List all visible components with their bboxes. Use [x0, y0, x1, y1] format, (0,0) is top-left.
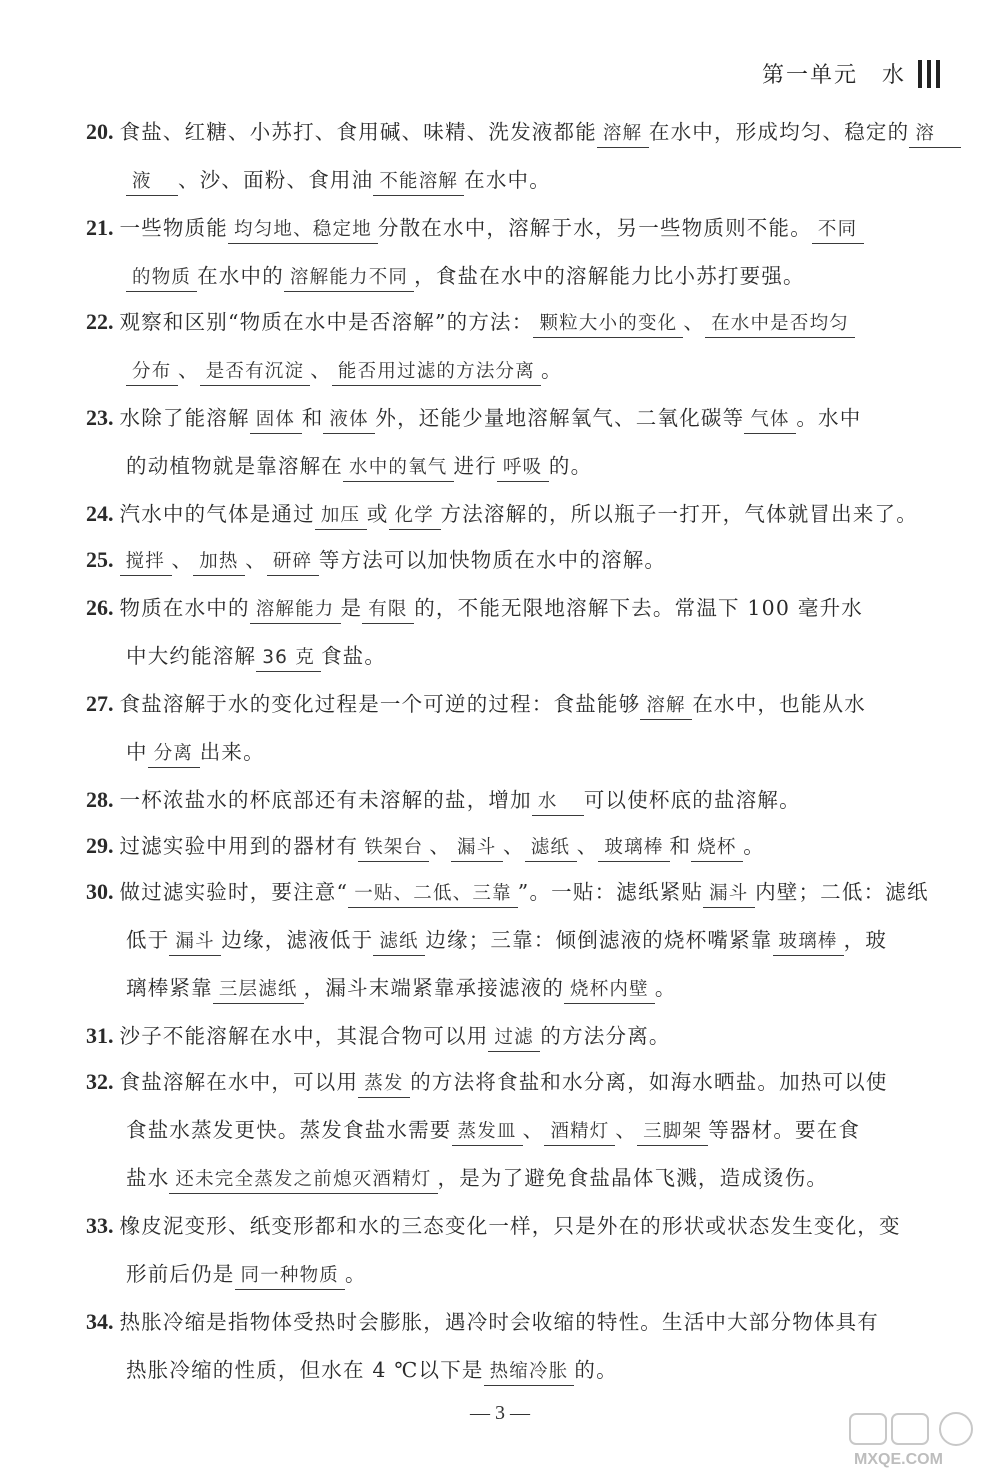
question-item [86, 680, 956, 776]
question-text: 在水中，也能从水 [692, 692, 866, 716]
answer-blank: 在水中是否均匀 [705, 311, 855, 338]
question-text: ，玻 [843, 928, 888, 952]
answer-blank: 搅拌 [120, 549, 172, 576]
question-text: 食盐水蒸发更快。蒸发食盐水需要 [126, 1118, 452, 1142]
answer-blank: 溶解能力不同 [284, 265, 414, 292]
answer-blank: 分布 [126, 359, 178, 386]
answer-blank: 固体 [250, 407, 302, 434]
answer-blank: 是否有沉淀 [200, 359, 311, 386]
question-text: 。 [654, 976, 677, 1000]
question-line [126, 1106, 956, 1154]
question-text: 。水中 [796, 406, 862, 430]
question-number: 24. [86, 501, 114, 526]
question-item [86, 204, 956, 300]
question-text: 或 [366, 502, 389, 526]
question-line [126, 728, 956, 776]
question-number: 29. [86, 833, 114, 858]
question-text: 食盐、红糖、小苏打、食用碱、味精、洗发液都能 [119, 120, 597, 144]
question-text: 等器材。要在食 [708, 1118, 861, 1142]
answer-blank: 漏斗 [703, 881, 755, 908]
question-line [86, 868, 956, 916]
answer-blank: 气体 [744, 407, 796, 434]
question-number: 32. [86, 1069, 114, 1094]
question-text: 外，还能少量地溶解氧气、二氧化碳等 [375, 406, 745, 430]
answer-blank: 加热 [193, 549, 245, 576]
question-item [86, 1012, 956, 1060]
question-text: 分散在水中，溶解于水，另一些物质则不能。 [377, 216, 812, 240]
answer-blank: 蒸发皿 [452, 1119, 523, 1146]
question-text: 热胀冷缩是指物体受热时会膨胀，遇冷时会收缩的特性。生活中大部分物体具有 [119, 1310, 879, 1334]
question-text: 食盐溶解在水中，可以用 [119, 1070, 359, 1094]
question-text: 观察和区别“物质在水中是否溶解”的方法： [119, 310, 534, 334]
answer-blank: 分离 [148, 741, 200, 768]
question-line [86, 1012, 956, 1060]
question-line [86, 1058, 956, 1106]
page-number: — 3 — [470, 1402, 530, 1424]
question-item [86, 776, 956, 824]
question-line [86, 1202, 956, 1250]
answer-blank: 不同 [812, 217, 864, 244]
question-number: 21. [86, 215, 114, 240]
question-line [86, 204, 956, 252]
question-text: 形前后仍是 [126, 1262, 235, 1286]
answer-blank: 加压 [315, 503, 367, 530]
question-text: 橡皮泥变形、纸变形都和水的三态变化一样，只是外在的形状或状态发生变化，变 [119, 1214, 901, 1238]
question-line [86, 1298, 956, 1346]
question-text: 。 [540, 358, 563, 382]
question-number: 22. [86, 309, 114, 334]
question-text: 、 [503, 834, 525, 858]
answer-blank: 溶解 [597, 121, 649, 148]
question-item [86, 1202, 956, 1298]
answer-blank: 三脚架 [637, 1119, 708, 1146]
answer-blank: 颗粒大小的变化 [533, 311, 683, 338]
question-text: 在水中，形成均匀、稳定的 [648, 120, 910, 144]
answer-blank: 烧杯 [691, 835, 743, 862]
question-line [126, 442, 956, 490]
question-line [126, 632, 956, 680]
question-text: 的。 [548, 454, 593, 478]
answer-blank: 溶 [909, 121, 961, 148]
question-text: 在水中。 [464, 168, 551, 192]
question-text: 物质在水中的 [119, 596, 250, 620]
question-text: 边缘，滤液低于 [221, 928, 374, 952]
question-text: 的。 [574, 1358, 618, 1382]
answer-blank: 漏斗 [169, 929, 221, 956]
question-text: 做过滤实验时，要注意“ [119, 880, 349, 904]
answer-blank: 酒精灯 [544, 1119, 615, 1146]
question-line [126, 916, 956, 964]
answer-blank: 有限 [362, 597, 414, 624]
question-text: 、 [310, 358, 332, 382]
watermark-text: MXQE.COM [854, 1451, 943, 1468]
question-text: 水除了能溶解 [119, 406, 250, 430]
question-number: 33. [86, 1213, 114, 1238]
question-text: 低于 [126, 928, 170, 952]
question-text: 、 [178, 358, 200, 382]
question-text: 可以使杯底的盐溶解。 [583, 788, 801, 812]
question-item [86, 394, 956, 490]
question-text: 食盐溶解于水的变化过程是一个可逆的过程：食盐能够 [119, 692, 641, 716]
question-number: 28. [86, 787, 114, 812]
question-text: ”。一贴：滤纸紧贴 [517, 880, 704, 904]
question-line [86, 680, 956, 728]
question-item [86, 490, 956, 538]
question-item [86, 536, 956, 584]
question-text: 沙子不能溶解在水中，其混合物可以用 [119, 1024, 489, 1048]
answer-blank: 的物质 [126, 265, 197, 292]
question-line [126, 1250, 956, 1298]
answer-blank: 化学 [389, 503, 441, 530]
question-text: 一杯浓盐水的杯底部还有未溶解的盐，增加 [119, 788, 532, 812]
question-line [86, 298, 956, 346]
answer-blank: 研碎 [267, 549, 319, 576]
answer-blank: 溶解 [640, 693, 692, 720]
answer-blank: 烧杯内壁 [564, 977, 655, 1004]
question-text: 、 [683, 310, 706, 334]
question-text: 、 [615, 1118, 638, 1142]
question-text: 内壁；二低：滤纸 [755, 880, 929, 904]
question-line [86, 108, 956, 156]
answer-blank: 过滤 [488, 1025, 540, 1052]
answer-blank: 漏斗 [451, 835, 503, 862]
answer-blank: 溶解能力 [250, 597, 341, 624]
header-bars-icon [918, 60, 940, 88]
question-item [86, 822, 956, 870]
question-text: 。 [743, 834, 765, 858]
question-number: 23. [86, 405, 114, 430]
question-item [86, 1298, 956, 1394]
question-number: 25. [86, 547, 114, 572]
question-line [126, 1154, 956, 1202]
question-text: 的动植物就是靠溶解在 [126, 454, 343, 478]
answer-blank: 还未完全蒸发之前熄灭酒精灯 [169, 1167, 437, 1194]
answer-blank: 液 [126, 169, 178, 196]
question-text: 一些物质能 [119, 216, 228, 240]
question-number: 20. [86, 119, 114, 144]
unit-title: 第一单元 水 [761, 63, 906, 88]
question-text: 、 [171, 548, 194, 572]
question-text: 等方法可以加快物质在水中的溶解。 [318, 548, 667, 572]
answer-blank: 液体 [323, 407, 375, 434]
question-text: ，食盐在水中的溶解能力比小苏打要强。 [414, 264, 805, 288]
question-line [126, 1346, 956, 1394]
question-text: 、 [576, 834, 599, 858]
question-line [126, 156, 956, 204]
question-number: 26. [86, 595, 114, 620]
question-text: 出来。 [199, 740, 265, 764]
answer-blank: 水 [532, 789, 584, 816]
question-item [86, 108, 956, 204]
question-item [86, 1058, 956, 1202]
answer-blank: 呼吸 [497, 455, 549, 482]
question-text: 。 [345, 1262, 367, 1286]
answer-blank: 滤纸 [373, 929, 425, 956]
question-text: 边缘；三靠：倾倒滤液的烧杯嘴紧靠 [425, 928, 773, 952]
question-item [86, 298, 956, 394]
question-text: 的方法分离。 [540, 1024, 671, 1048]
question-line [86, 584, 956, 632]
question-text: 是 [340, 596, 363, 620]
question-text: 和 [669, 834, 692, 858]
question-text: 盐水 [126, 1166, 170, 1190]
question-text: 进行 [453, 454, 497, 478]
answer-blank: 一贴、二低、三靠 [348, 881, 518, 908]
question-line [86, 822, 956, 870]
question-number: 31. [86, 1023, 114, 1048]
question-text: 热胀冷缩的性质，但水在 4 ℃以下是 [126, 1358, 484, 1382]
question-text: 中大约能溶解 [126, 644, 257, 668]
question-text: 中 [126, 740, 148, 764]
question-line [126, 252, 956, 300]
question-line [86, 490, 956, 538]
question-text: 璃棒紧靠 [126, 976, 213, 1000]
answer-blank: 不能溶解 [373, 169, 464, 196]
question-item [86, 584, 956, 680]
answer-blank: 蒸发 [358, 1071, 410, 1098]
question-text: 、 [245, 548, 267, 572]
question-text: 、 [522, 1118, 545, 1142]
answer-blank: 能否用过滤的方法分离 [332, 359, 541, 386]
question-text: 过滤实验中用到的器材有 [119, 834, 359, 858]
question-number: 34. [86, 1309, 114, 1334]
question-text: 的，不能无限地溶解下去。常温下 100 毫升水 [414, 596, 863, 620]
unit-header [762, 58, 940, 89]
answer-blank: 铁架台 [358, 835, 429, 862]
question-text: 在水中的 [197, 264, 284, 288]
question-line [126, 346, 956, 394]
answer-blank: 玻璃棒 [598, 835, 669, 862]
answer-blank: 水中的氧气 [343, 455, 454, 482]
question-line [86, 394, 956, 442]
question-item [86, 868, 956, 1012]
question-line [126, 964, 956, 1012]
question-text: 方法溶解的，所以瓶子一打开，气体就冒出来了。 [440, 502, 918, 526]
question-text: ，是为了避免食盐晶体飞溅，造成烫伤。 [437, 1166, 829, 1190]
answer-blank: 均匀地、稳定地 [228, 217, 378, 244]
question-text: 、沙、面粉、食用油 [178, 168, 374, 192]
question-number: 30. [86, 879, 114, 904]
answer-blank: 同一种物质 [235, 1263, 346, 1290]
answer-blank: 玻璃棒 [773, 929, 844, 956]
question-text: 汽水中的气体是通过 [119, 502, 315, 526]
watermark-logo [846, 1410, 986, 1470]
answer-blank: 三层滤纸 [213, 977, 304, 1004]
question-text: 食盐。 [320, 644, 387, 668]
question-line [86, 536, 956, 584]
question-number: 27. [86, 691, 114, 716]
answer-blank: 滤纸 [525, 835, 577, 862]
question-text: 、 [429, 834, 452, 858]
question-text: ，漏斗末端紧靠承接滤液的 [303, 976, 565, 1000]
question-text: 和 [301, 406, 324, 430]
answer-blank: 热缩冷胀 [484, 1359, 575, 1386]
answer-blank: 36 克 [256, 645, 321, 672]
question-text: 的方法将食盐和水分离，如海水晒盐。加热可以使 [410, 1070, 888, 1094]
question-line [86, 776, 956, 824]
